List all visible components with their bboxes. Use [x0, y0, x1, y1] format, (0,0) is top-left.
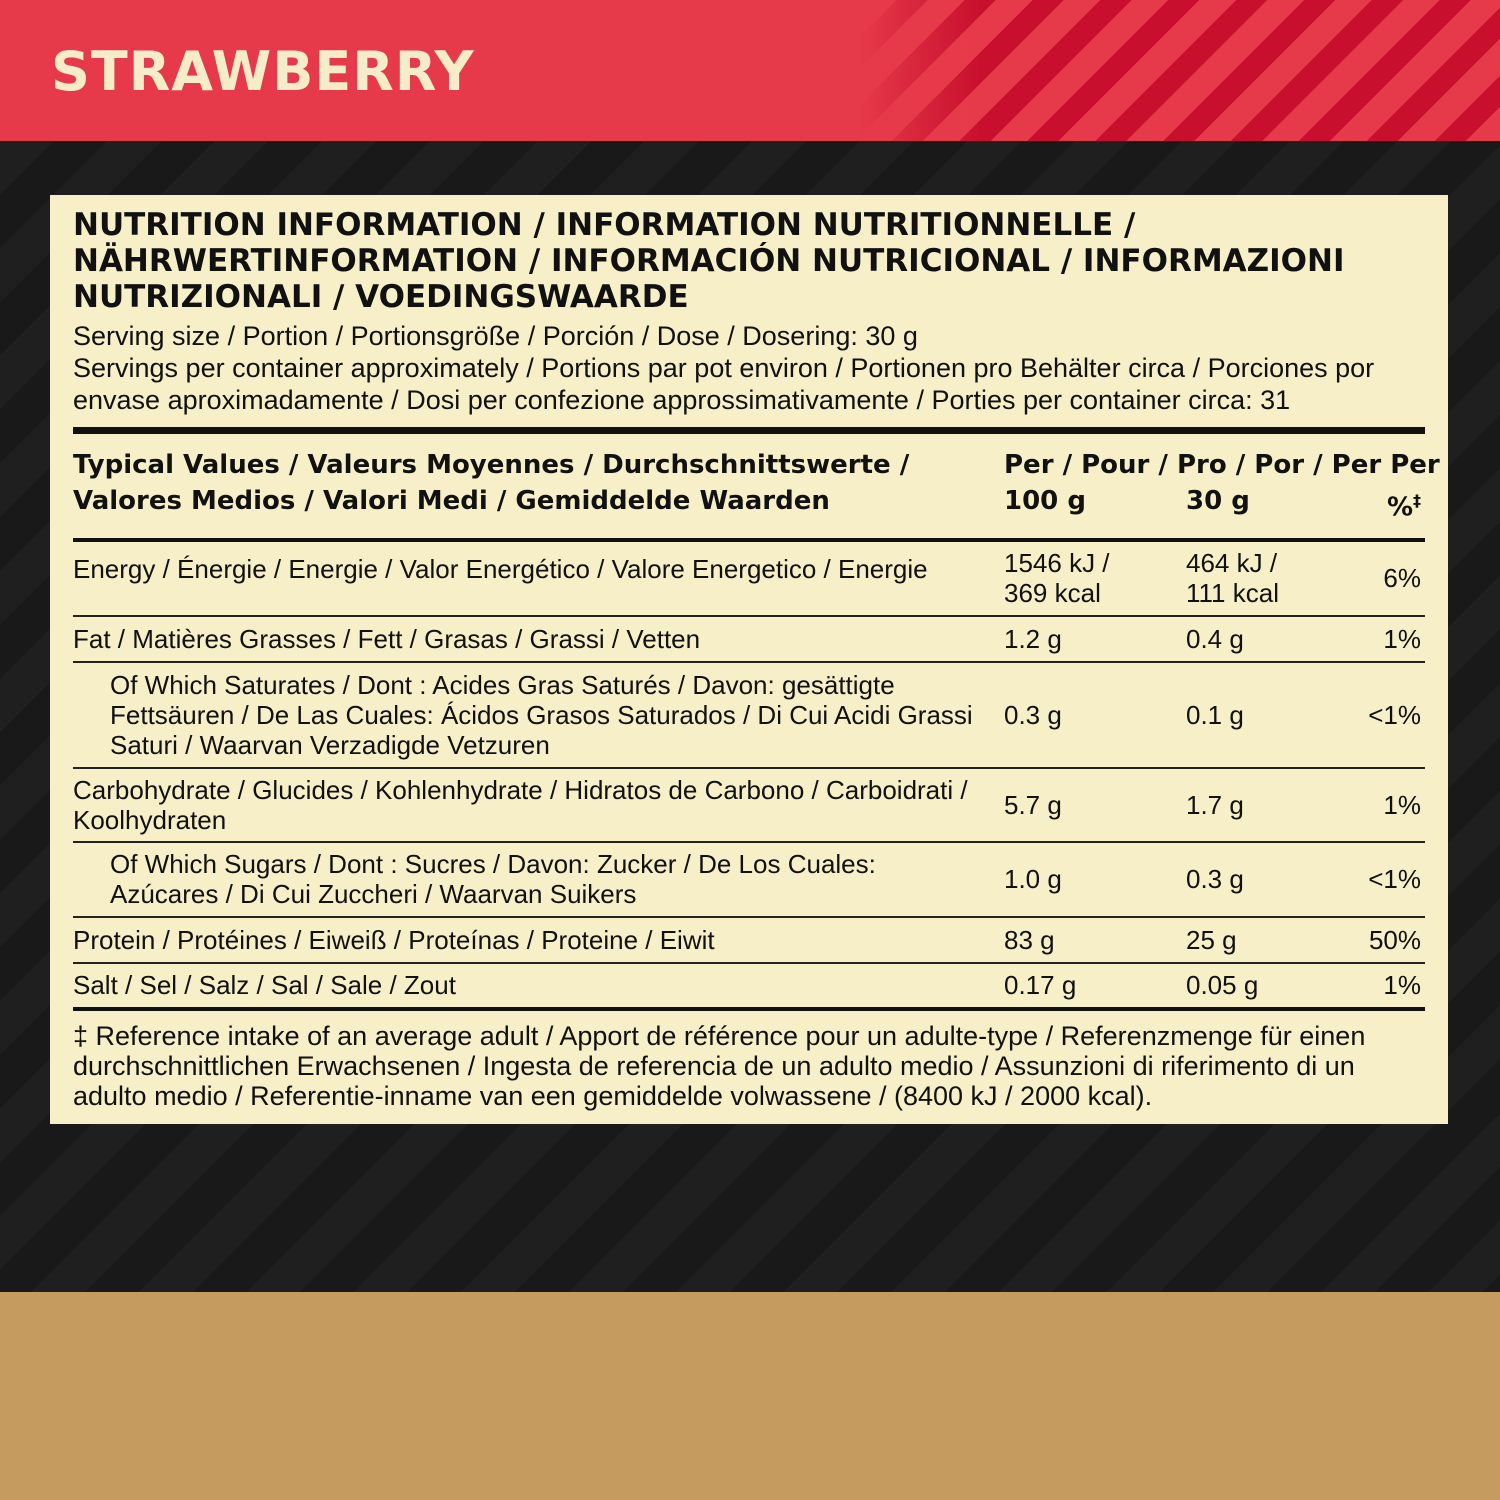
table-row-salt [73, 963, 1425, 1009]
row-per30: 0.4 g [1186, 616, 1338, 662]
energy-kcal-30: 111 kcal [1186, 578, 1279, 609]
row-pct: 6% [1338, 540, 1425, 616]
gold-band [0, 1292, 1500, 1500]
energy-kj-30: 464 kJ / [1186, 548, 1278, 579]
row-pct: 50% [1338, 917, 1425, 963]
row-per100: 0.3 g [1004, 662, 1186, 768]
energy-kj-100: 1546 kJ / [1004, 548, 1110, 579]
table-row-sugars [73, 842, 1425, 917]
row-label: Of Which Saturates / Dont : Acides Gras Saturés / Davon: gesättigte Fettsäuren / De Las Cuales: Ácidos Grasos Saturados / Di Cui Acidi Grassi Saturi / Waarvan Verzadigde Vetzuren [73, 662, 1004, 768]
thick-divider [73, 427, 1425, 434]
row-per100 [1004, 540, 1186, 616]
row-pct: 1% [1338, 768, 1425, 842]
row-per100: 83 g [1004, 917, 1186, 963]
table-row-fat [73, 616, 1425, 662]
row-label: Of Which Sugars / Dont : Sucres / Davon: Zucker / De Los Cuales: Azúcares / Di Cui Zuccheri / Waarvan Suikers [73, 842, 1004, 917]
banner-stripes [860, 0, 1500, 141]
reference-intake-footnote: ‡ Reference intake of an average adult / Apport de référence pour un adulte-type / Referenzmenge für einen durchschnittlichen Erwachsenen / Ingesta de referencia de un adulto medio / Assunzioni di riferimento di un adulto medio / Referentie-inname van een gemiddelde volwassene / (8400 kJ / 2000 kcal). [73, 1020, 1366, 1111]
per-header-values [1004, 483, 1421, 526]
row-pct: 1% [1338, 963, 1425, 1009]
row-per30: 0.1 g [1186, 662, 1338, 768]
table-row-protein [73, 917, 1425, 963]
row-label: Protein / Protéines / Eiweiß / Proteínas / Proteine / Eiwit [73, 917, 1004, 963]
typical-values-header: Typical Values / Valeurs Moyennes / Durchschnittswerte / Valores Medios / Valori Medi / Gemiddelde Waarden [73, 434, 1004, 540]
row-per30 [1186, 540, 1338, 616]
row-per100: 1.0 g [1004, 842, 1186, 917]
nutrition-table [73, 434, 1440, 1011]
energy-kcal-100: 369 kcal [1004, 578, 1101, 609]
col-pct-header [1338, 483, 1421, 526]
per-header-line: Per / Pour / Pro / Por / Per Per [1004, 450, 1440, 480]
col-30g-header: 30 g [1186, 486, 1250, 516]
row-per30: 1.7 g [1186, 768, 1338, 842]
serving-size [73, 320, 1425, 416]
row-per100: 1.2 g [1004, 616, 1186, 662]
flavor-banner [0, 0, 1500, 141]
row-pct: <1% [1338, 842, 1425, 917]
nutrition-panel [50, 195, 1448, 1124]
row-per100: 5.7 g [1004, 768, 1186, 842]
serving-size-text: Serving size / Portion / Portionsgröße / Porción / Dose / Dosering: 30 g [73, 321, 918, 351]
row-pct: <1% [1338, 662, 1425, 768]
row-label: Fat / Matières Grasses / Fett / Grasas / Grassi / Vetten [73, 616, 1004, 662]
flavor-title: STRAWBERRY [51, 40, 475, 103]
row-per30: 0.05 g [1186, 963, 1338, 1009]
table-row-saturates [73, 662, 1425, 768]
col-100g-header: 100 g [1004, 486, 1086, 516]
row-per30: 0.3 g [1186, 842, 1338, 917]
table-header-row [73, 434, 1425, 540]
row-per30: 25 g [1186, 917, 1338, 963]
double-dagger-mark: ‡ [1413, 491, 1421, 510]
col-pct-symbol: % [1386, 492, 1413, 523]
per-header [1004, 434, 1440, 540]
row-label: Energy / Énergie / Energie / Valor Energético / Valore Energetico / Energie [73, 540, 1004, 616]
row-per100: 0.17 g [1004, 963, 1186, 1009]
nutrition-heading: NUTRITION INFORMATION / INFORMATION NUTRITIONNELLE / NÄHRWERTINFORMATION / INFORMACIÓN NUTRICIONAL / INFORMAZIONI NUTRIZIONALI / VOEDINGSWAARDE [73, 207, 1345, 315]
servings-per-container: Servings per container approximately / Portions par pot environ / Portionen pro Behälter circa / Porciones por envase aproximadamente / Dosi per confezione approssimativamente / Porties per container circa: 31 [73, 353, 1375, 415]
table-row-carbohydrate [73, 768, 1425, 842]
row-pct: 1% [1338, 616, 1425, 662]
row-label: Salt / Sel / Salz / Sal / Sale / Zout [73, 963, 1004, 1009]
row-label: Carbohydrate / Glucides / Kohlenhydrate / Hidratos de Carbono / Carboidrati / Koolhydraten [73, 768, 1004, 842]
table-row-energy [73, 540, 1425, 616]
